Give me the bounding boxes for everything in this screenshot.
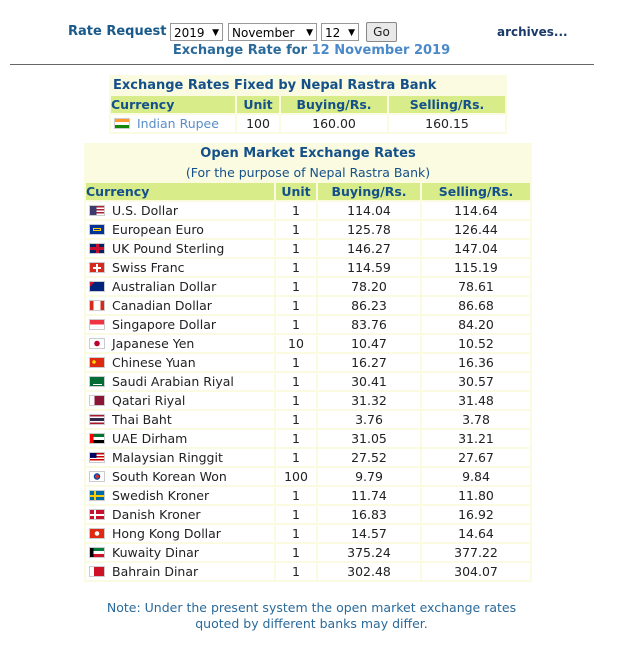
ch-flag-icon [89,262,105,273]
kw-flag-icon [89,547,105,558]
currency-name: Danish Kroner [112,507,201,522]
unit-cell: 1 [276,202,316,219]
open-market-subtitle: (For the purpose of Nepal Rastra Bank) [185,165,431,180]
year-value: 2019 [174,26,205,40]
header-selling: Selling/Rs. [422,183,530,200]
selling-cell: 30.57 [422,373,530,390]
table-row [86,240,530,257]
currency-name: Saudi Arabian Riyal [112,374,234,389]
currency-name: European Euro [112,222,204,237]
day-value: 12 [325,26,341,40]
currency-name: Hong Kong Dollar [112,526,221,541]
se-flag-icon [89,490,105,501]
currency-name: UK Pound Sterling [112,241,225,256]
buying-cell: 114.59 [318,259,420,276]
table-row [86,259,530,276]
selling-cell: 9.84 [422,468,530,485]
currency-name: U.S. Dollar [112,203,179,218]
unit-cell: 100 [276,468,316,485]
currency-name: Thai Baht [112,412,172,427]
table-row [86,354,530,371]
table-row [86,525,530,542]
sa-flag-icon [89,376,105,387]
buying-cell: 30.41 [318,373,420,390]
dk-flag-icon [89,509,105,520]
subtitle-prefix: Exchange Rate for [172,43,308,58]
unit-cell: 1 [276,430,316,447]
selling-cell: 31.21 [422,430,530,447]
hk-flag-icon [89,528,105,539]
table-row [86,278,530,295]
selling-cell: 114.64 [422,202,530,219]
ae-flag-icon [89,433,105,444]
us-flag-icon [89,205,105,216]
currency-name: Indian Rupee [137,116,219,131]
buying-cell: 146.27 [318,240,420,257]
unit-cell: 1 [276,392,316,409]
selling-cell: 160.15 [389,115,505,132]
table-row [86,449,530,466]
selling-cell: 11.80 [422,487,530,504]
buying-cell: 125.78 [318,221,420,238]
selling-cell: 84.20 [422,316,530,333]
chevron-down-icon: ▼ [212,28,219,38]
table-row [86,430,530,447]
rate-request-bar [0,0,623,66]
cn-flag-icon [89,357,105,368]
selling-cell: 377.22 [422,544,530,561]
note-line-1: Note: Under the present system the open market exchange rates [106,600,517,615]
header-unit: Unit [237,96,279,113]
currency-name: Kuwaity Dinar [112,545,199,560]
buying-cell: 114.04 [318,202,420,219]
unit-cell: 1 [276,297,316,314]
table-row [86,487,530,504]
table-row [86,316,530,333]
selling-cell: 304.07 [422,563,530,580]
kr-flag-icon [89,471,105,482]
year-select[interactable] [170,23,223,41]
unit-cell: 1 [276,259,316,276]
unit-cell: 1 [276,563,316,580]
jp-flag-icon [89,338,105,349]
unit-cell: 1 [276,240,316,257]
buying-cell: 375.24 [318,544,420,561]
rate-request-label: Rate Request [68,24,167,39]
go-button[interactable]: Go [366,22,397,42]
uk-flag-icon [89,243,105,254]
note-line-2: quoted by different banks may differ. [195,616,428,631]
buying-cell: 160.00 [281,115,387,132]
currency-name: UAE Dirham [112,431,188,446]
buying-cell: 31.32 [318,392,420,409]
buying-cell: 27.52 [318,449,420,466]
table-row [86,373,530,390]
unit-cell: 1 [276,316,316,333]
au-flag-icon [89,281,105,292]
disclaimer-note [0,600,623,632]
currency-name: Japanese Yen [112,336,195,351]
selling-cell: 16.92 [422,506,530,523]
th-flag-icon [89,414,105,425]
table-row [86,563,530,580]
unit-cell: 100 [237,115,279,132]
qa-flag-icon [89,395,105,406]
selling-cell: 31.48 [422,392,530,409]
fixed-rates-title: Exchange Rates Fixed by Nepal Rastra Bank [113,78,437,93]
selling-cell: 16.36 [422,354,530,371]
buying-cell: 14.57 [318,525,420,542]
unit-cell: 1 [276,411,316,428]
unit-cell: 1 [276,487,316,504]
currency-name: Australian Dollar [112,279,217,294]
day-select[interactable] [321,23,359,41]
sg-flag-icon [89,319,105,330]
buying-cell: 11.74 [318,487,420,504]
buying-cell: 302.48 [318,563,420,580]
table-row [86,392,530,409]
currency-name: Swedish Kroner [112,488,210,503]
table-row [111,115,505,132]
table-row [86,411,530,428]
header-currency: Currency [86,183,274,200]
unit-cell: 1 [276,544,316,561]
selling-cell: 78.61 [422,278,530,295]
ca-flag-icon [89,300,105,311]
table-row [86,468,530,485]
buying-cell: 9.79 [318,468,420,485]
month-select[interactable] [228,23,317,41]
currency-name: Qatari Riyal [112,393,186,408]
selling-cell: 10.52 [422,335,530,352]
unit-cell: 1 [276,354,316,371]
currency-name: South Korean Won [112,469,227,484]
month-value: November [232,26,295,40]
header-selling: Selling/Rs. [389,96,505,113]
open-market-title: Open Market Exchange Rates [200,146,416,161]
currency-name: Bahrain Dinar [112,564,199,579]
divider [10,64,594,65]
my-flag-icon [89,452,105,463]
buying-cell: 86.23 [318,297,420,314]
archives-link[interactable]: archives... [497,25,568,39]
selling-cell: 27.67 [422,449,530,466]
subtitle-date: 12 November 2019 [311,43,451,58]
selling-cell: 14.64 [422,525,530,542]
bh-flag-icon [89,566,105,577]
unit-cell: 1 [276,373,316,390]
table-row [86,544,530,561]
page-subtitle [0,43,623,58]
open-market-table [84,143,532,582]
unit-cell: 1 [276,221,316,238]
selling-cell: 3.78 [422,411,530,428]
selling-cell: 147.04 [422,240,530,257]
buying-cell: 78.20 [318,278,420,295]
india-flag-icon [114,118,130,129]
table-row [86,221,530,238]
header-currency: Currency [111,96,235,113]
unit-cell: 1 [276,278,316,295]
buying-cell: 31.05 [318,430,420,447]
fixed-rates-table [109,75,507,134]
selling-cell: 86.68 [422,297,530,314]
buying-cell: 16.83 [318,506,420,523]
unit-cell: 10 [276,335,316,352]
unit-cell: 1 [276,525,316,542]
buying-cell: 16.27 [318,354,420,371]
table-row [86,506,530,523]
table-row [86,297,530,314]
currency-name: Singapore Dollar [112,317,217,332]
header-buying: Buying/Rs. [318,183,420,200]
buying-cell: 10.47 [318,335,420,352]
currency-name: Chinese Yuan [112,355,196,370]
table-row [86,202,530,219]
currency-name: Canadian Dollar [112,298,212,313]
unit-cell: 1 [276,449,316,466]
buying-cell: 83.76 [318,316,420,333]
table-row [86,335,530,352]
selling-cell: 115.19 [422,259,530,276]
currency-name: Malaysian Ringgit [112,450,223,465]
buying-cell: 3.76 [318,411,420,428]
eu-flag-icon [89,224,105,235]
chevron-down-icon: ▼ [306,28,313,38]
currency-name: Swiss Franc [112,260,185,275]
header-unit: Unit [276,183,316,200]
header-buying: Buying/Rs. [281,96,387,113]
selling-cell: 126.44 [422,221,530,238]
unit-cell: 1 [276,506,316,523]
chevron-down-icon: ▼ [348,28,355,38]
